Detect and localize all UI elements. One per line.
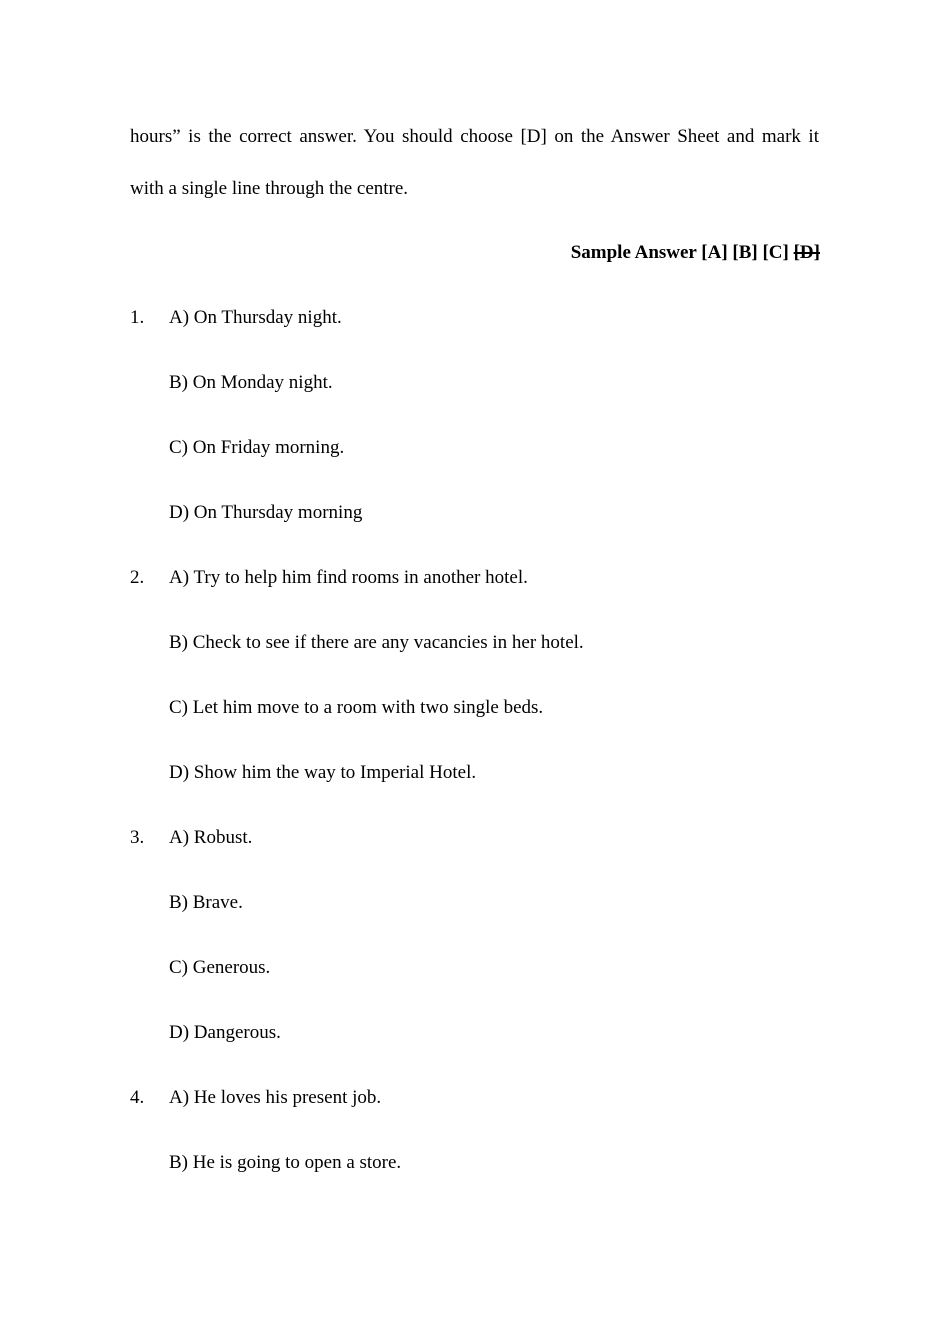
sample-answer-marked-choice: [D] [793,242,820,263]
question-number: 4. [130,1087,145,1108]
option-4b: B) He is going to open a store. [169,1152,402,1173]
question-number: 1. [130,307,145,328]
option-2d: D) Show him the way to Imperial Hotel. [169,762,477,783]
option-3b: B) Brave. [169,892,243,913]
sample-answer-prefix: Sample Answer [A] [B] [C] [570,242,794,263]
option-3a: A) Robust. [169,827,253,848]
option-1a: A) On Thursday night. [169,307,342,328]
question-number: 2. [130,567,145,588]
option-3c: C) Generous. [169,957,271,978]
option-2b: B) Check to see if there are any vacancies in her hotel. [169,632,584,653]
sample-answer [571,242,820,264]
option-2a: A) Try to help him find rooms in another hotel. [169,567,528,588]
option-3d: D) Dangerous. [169,1022,281,1043]
intro-line-2: with a single line through the centre. [130,178,409,199]
option-1b: B) On Monday night. [169,372,333,393]
option-1c: C) On Friday morning. [169,437,345,458]
intro-line-1: hours” is the correct answer. You should choose [D] on the Answer Sheet and mark it [130,126,819,147]
option-1d: D) On Thursday morning [169,502,363,523]
option-4a: A) He loves his present job. [169,1087,382,1108]
option-2c: C) Let him move to a room with two single beds. [169,697,544,718]
question-number: 3. [130,827,145,848]
